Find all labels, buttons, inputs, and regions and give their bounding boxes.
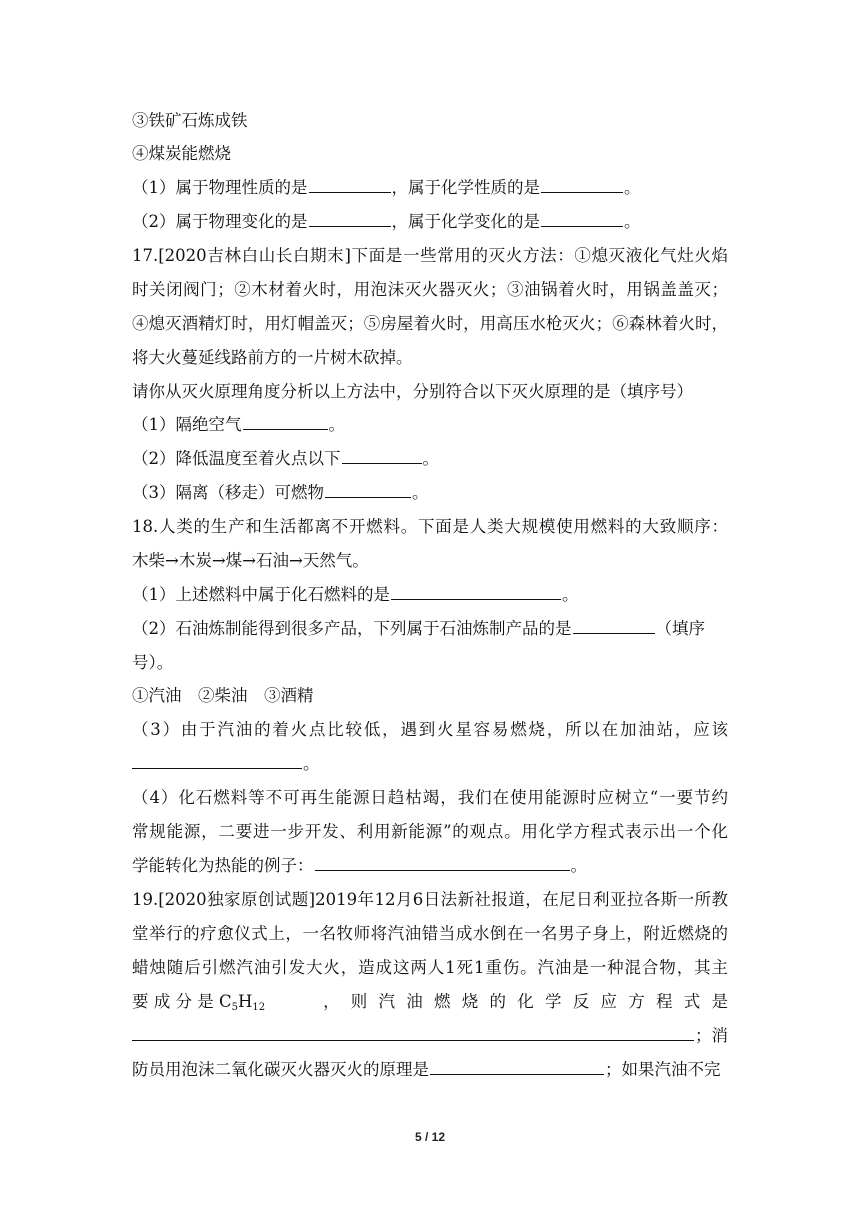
question-18-stem <box>132 515 728 539</box>
answer-blank[interactable] <box>309 210 391 227</box>
answer-blank[interactable] <box>325 481 411 498</box>
page-number: 5 / 12 <box>414 1130 446 1144</box>
text: （4）化石燃料等不可再生能源日趋枯竭，我们在使用能源时应树立“一要节约 <box>132 788 728 807</box>
text-line <box>132 651 728 675</box>
text: （1）隔绝空气 <box>132 415 242 434</box>
text-line <box>132 142 728 166</box>
answer-line <box>132 752 728 776</box>
formula <box>132 990 265 1020</box>
question-18-1 <box>132 583 728 607</box>
text: 。 <box>422 449 439 468</box>
text-line <box>132 109 728 133</box>
text-line <box>132 346 728 370</box>
text-line <box>132 956 728 980</box>
text: ；消 <box>695 1026 728 1045</box>
text: 号）。 <box>132 653 174 672</box>
text: （1）属于物理性质的是 <box>132 178 308 197</box>
question-16-1 <box>132 176 728 200</box>
text: ③铁矿石炼成铁 <box>132 111 248 130</box>
text: 17.[2020吉林白山长白期末]下面是一些常用的灭火方法：①熄灭液化气灶火焰 <box>132 246 728 265</box>
answer-blank[interactable] <box>315 854 570 871</box>
text: （2）石油炼制能得到很多产品，下列属于石油炼制产品的是 <box>132 619 572 638</box>
text: ， 则 汽 油 燃 烧 的 化 学 反 应 方 程 式 是 <box>323 992 728 1011</box>
text: ；如果汽油不完 <box>605 1060 721 1079</box>
question-18-4 <box>132 786 728 810</box>
text-line <box>132 990 728 1020</box>
text-line <box>132 854 728 878</box>
text: 19.[2020独家原创试题]2019年12月6日法新社报道，在尼日利亚拉各斯一所教 <box>132 890 728 909</box>
answer-line <box>132 1024 728 1048</box>
text-line <box>132 549 728 573</box>
text: 木柴→木炭→煤→石油→天然气。 <box>132 551 369 570</box>
text: ①汽油 ②柴油 ③酒精 <box>132 686 314 705</box>
options-line <box>132 684 728 708</box>
answer-blank[interactable] <box>430 1058 604 1075</box>
text: 。 <box>412 483 429 502</box>
text: 。 <box>570 856 587 875</box>
question-18-2 <box>132 617 728 641</box>
question-17-stem <box>132 244 728 268</box>
text: ，属于化学性质的是 <box>391 178 540 197</box>
text: 。 <box>624 212 641 231</box>
subscript: 12 <box>252 1002 266 1013</box>
answer-blank[interactable] <box>573 617 655 634</box>
question-18-3 <box>132 718 728 742</box>
text: （2）属于物理变化的是 <box>132 212 308 231</box>
question-17-3 <box>132 481 728 505</box>
text-line <box>132 380 728 404</box>
text: 蜡烛随后引燃汽油引发大火，造成这两人1死1重伤。汽油是一种混合物，其主 <box>132 958 728 977</box>
text: 常规能源，二要进一步开发、利用新能源”的观点。用化学方程式表示出一个化 <box>132 822 728 841</box>
text-line <box>132 922 728 946</box>
answer-blank[interactable] <box>243 413 328 430</box>
text: 要 成 分 是 C <box>132 992 232 1011</box>
answer-blank[interactable] <box>309 176 391 193</box>
text: ④煤炭能燃烧 <box>132 144 231 163</box>
text: 学能转化为热能的例子： <box>132 856 314 875</box>
question-17-1 <box>132 413 728 437</box>
text: 。 <box>303 754 320 773</box>
text: 防员用泡沫二氧化碳灭火器灭火的原理是 <box>132 1060 429 1079</box>
text: 。 <box>562 585 579 604</box>
text: （填序 <box>655 619 705 638</box>
text: 18.人类的生产和生活都离不开燃料。下面是人类大规模使用燃料的大致顺序： <box>132 517 728 536</box>
text: ④熄灭酒精灯时，用灯帽盖灭；⑤房屋着火时，用高压水枪灭火；⑥森林着火时， <box>132 314 728 333</box>
answer-blank[interactable] <box>391 583 561 600</box>
answer-blank[interactable] <box>342 447 422 464</box>
question-16-2 <box>132 210 728 234</box>
text-line <box>132 312 728 336</box>
text: ，属于化学变化的是 <box>391 212 540 231</box>
text: 将大火蔓延线路前方的一片树木砍掉。 <box>132 348 413 367</box>
text: （3）隔离（移走）可燃物 <box>132 483 324 502</box>
text: H <box>237 992 253 1011</box>
subscript: 5 <box>231 1002 238 1013</box>
text: 请你从灭火原理角度分析以上方法中，分别符合以下灭火原理的是（填序号） <box>132 382 693 401</box>
text: （3）由于汽油的着火点比较低，遇到火星容易燃烧，所以在加油站，应该 <box>132 720 728 739</box>
question-17-2 <box>132 447 728 471</box>
answer-blank[interactable] <box>541 176 623 193</box>
text: 堂举行的疗愈仪式上，一名牧师将汽油错当成水倒在一名男子身上，附近燃烧的 <box>132 924 728 943</box>
answer-blank[interactable] <box>541 210 623 227</box>
answer-blank[interactable] <box>132 1024 694 1041</box>
text: （1）上述燃料中属于化石燃料的是 <box>132 585 390 604</box>
text: 。 <box>328 415 345 434</box>
text: （2）降低温度至着火点以下 <box>132 449 341 468</box>
question-19-stem <box>132 888 728 912</box>
answer-blank[interactable] <box>132 752 302 769</box>
text: 。 <box>624 178 641 197</box>
text: 时关闭阀门；②木材着火时，用泡沫灭火器灭火；③油锅着火时，用锅盖盖灭； <box>132 280 728 299</box>
text-line <box>132 278 728 302</box>
text-line <box>132 820 728 844</box>
text-line <box>132 1058 728 1082</box>
